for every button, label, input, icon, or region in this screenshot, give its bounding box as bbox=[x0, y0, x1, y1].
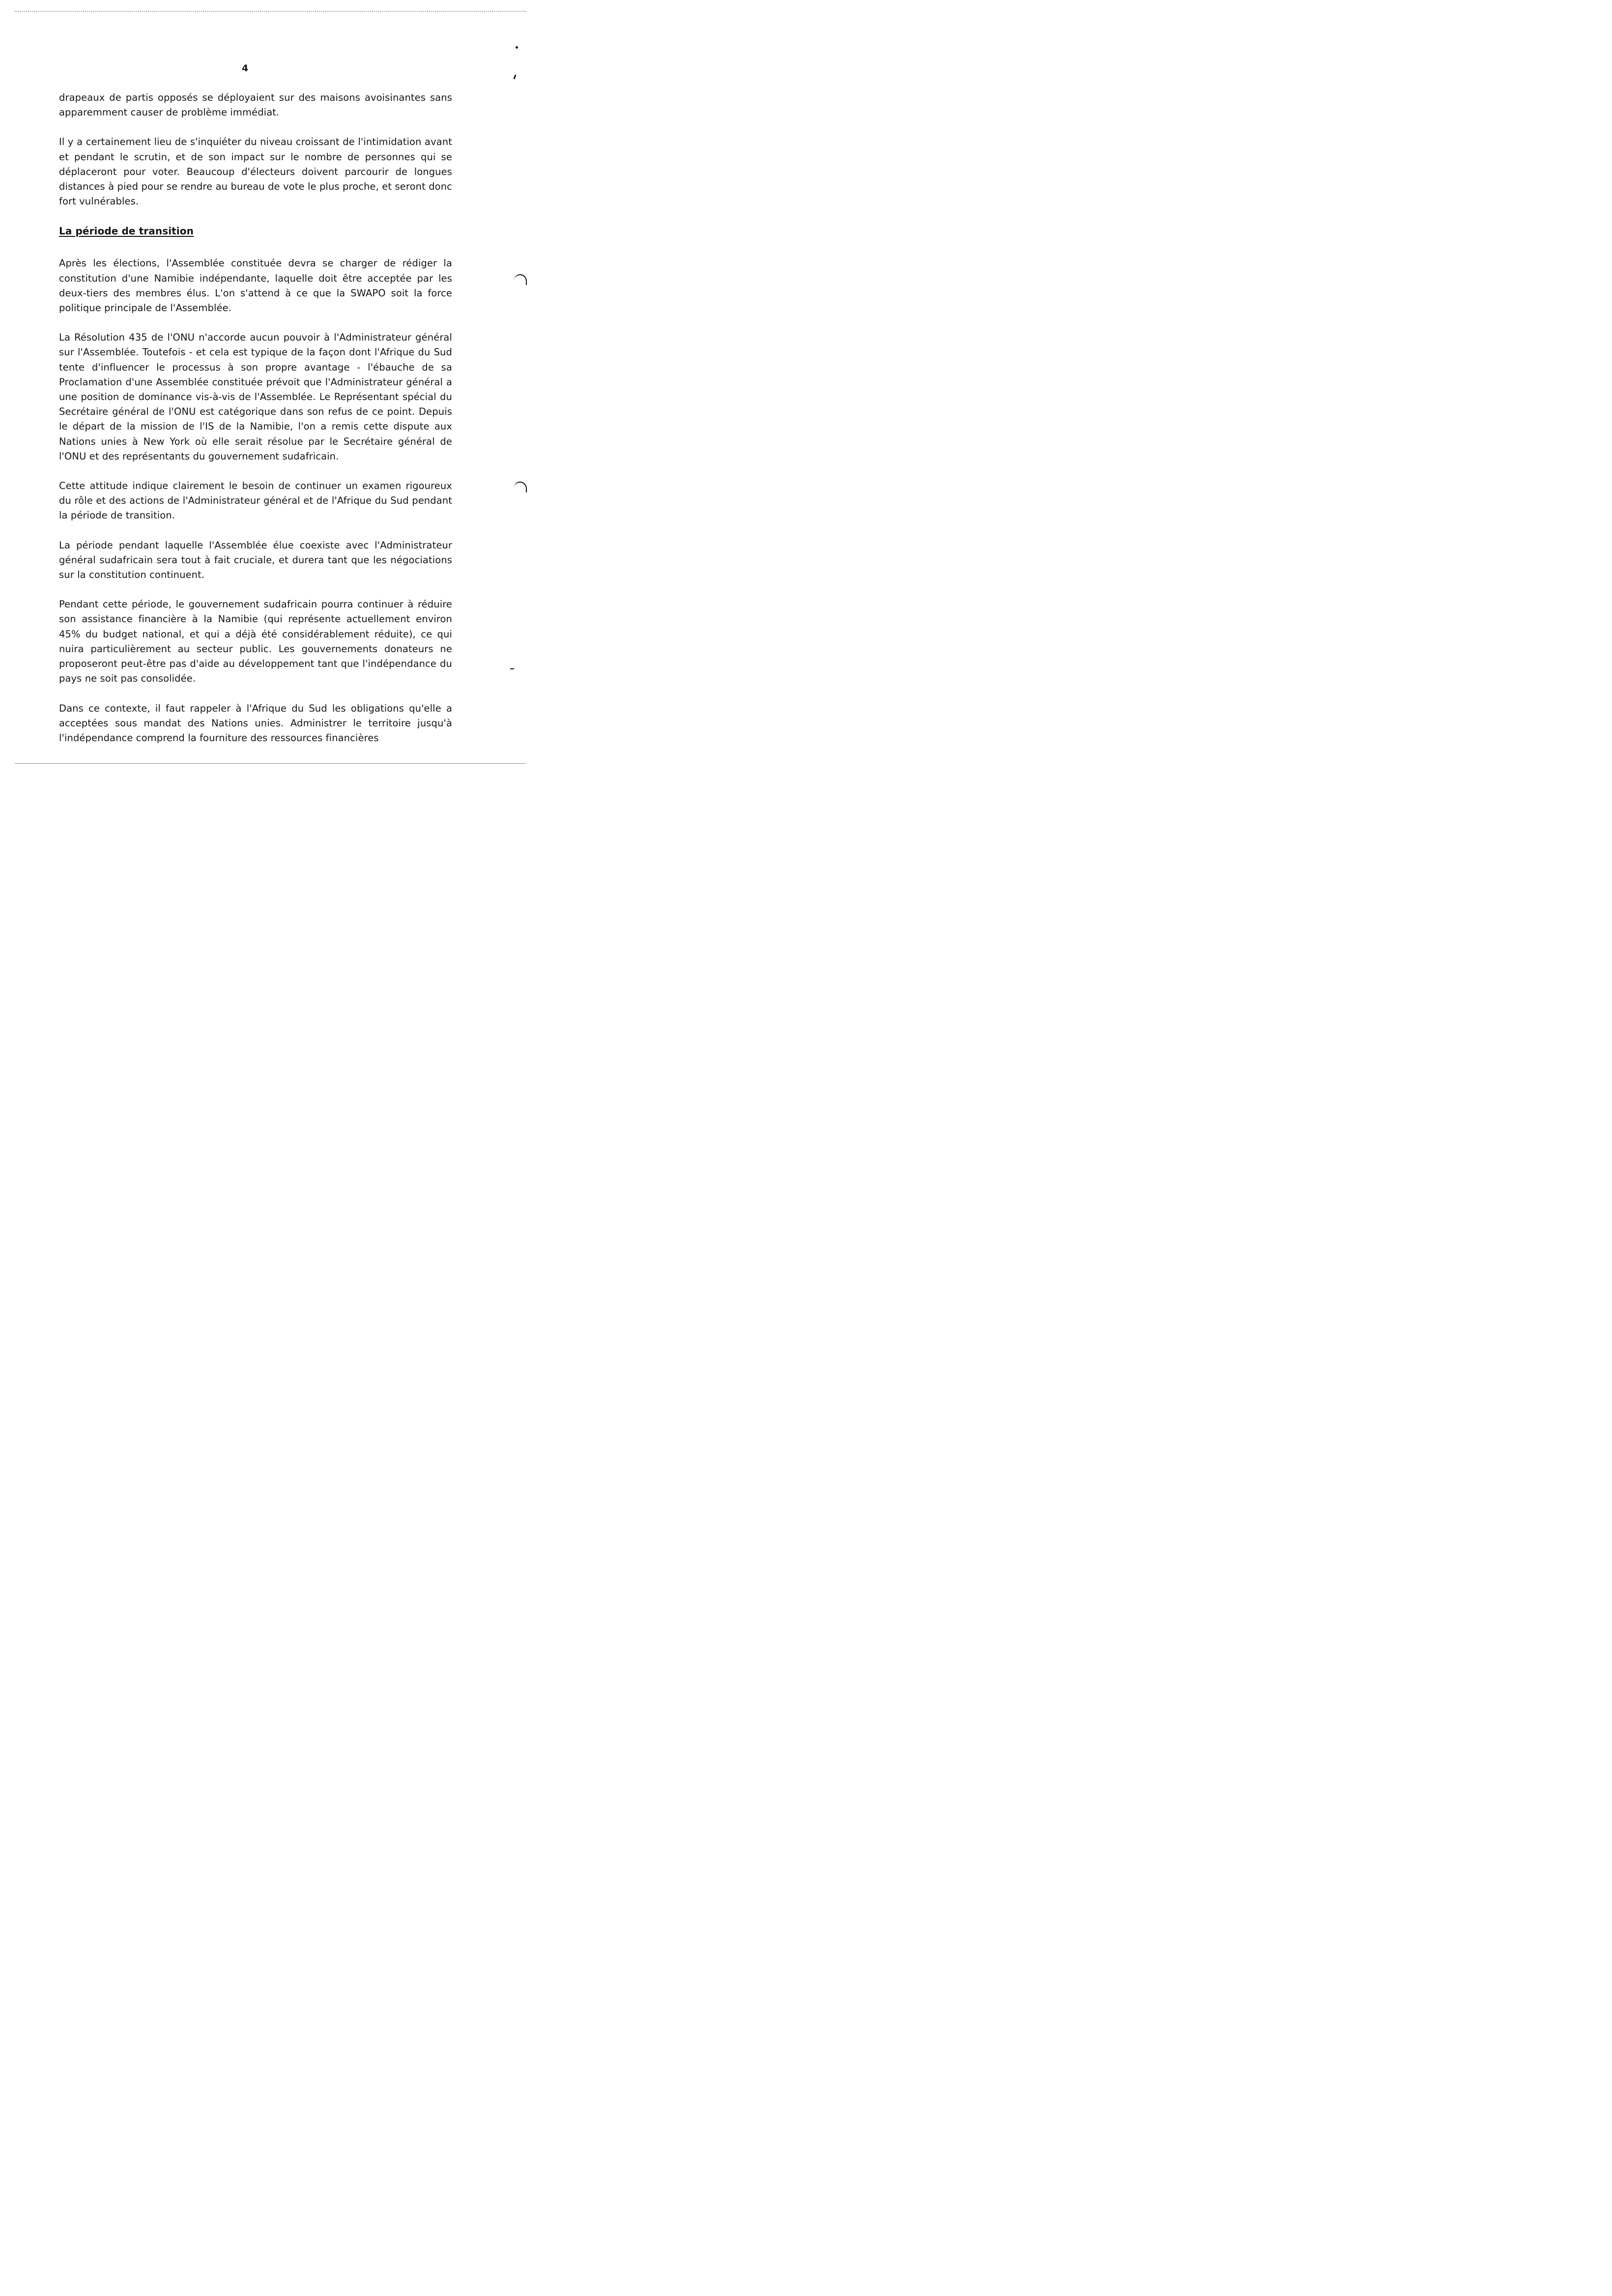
paragraph-attitude: Cette attitude indique clairement le besoin de continuer un examen rigoureux du rôle et des actions de l'Administrateur général et de l'Afrique du Sud pendant la période de transition. bbox=[59, 480, 452, 521]
paragraph-intimidation: Il y a certainement lieu de s'inquiéter du niveau croissant de l'intimidation avant et pendant le scrutin, et de son impact sur le nombre de personnes qui se déplaceront pour voter. Beaucoup d'électeurs doivent parcourir de longues distances à pied pour se rendre au bureau de vote le plus proche, et seront donc fort vulnérables. bbox=[59, 136, 452, 207]
paragraph-coexistence: La période pendant laquelle l'Assemblée élue coexiste avec l'Administrateur général sudafricain sera tout à fait cruciale, et durera tant que les négociations sur la constitution continuent. bbox=[59, 539, 452, 581]
page-number: 4 bbox=[242, 63, 249, 74]
document-body bbox=[59, 90, 452, 746]
margin-mark-dash bbox=[510, 668, 514, 669]
section-heading: La période de transition bbox=[59, 225, 194, 237]
paragraph-obligations: Dans ce contexte, il faut rappeler à l'Afrique du Sud les obligations qu'elle a acceptées sous mandat des Nations unies. Administrer le territoire jusqu'à l'indépendance comprend la fourniture des ressources financières bbox=[59, 702, 452, 744]
margin-mark-arc bbox=[514, 482, 527, 492]
scan-artifact-bottom-edge bbox=[15, 763, 526, 764]
paragraph-assembly: Après les élections, l'Assemblée constituée devra se charger de rédiger la constitution d'une Namibie indépendante, laquelle doit être acceptée par les deux-tiers des membres élus. L'on s'attend à ce que la SWAPO soit la force politique principale de l'Assemblée. bbox=[59, 258, 452, 314]
paragraph-financial-assistance: Pendant cette période, le gouvernement sudafricain pourra continuer à réduire son assistance financière à la Namibie (qui représente actuellement environ 45% du budget national, et qui a déjà été considérablement réduite), ce qui nuira particulièrement au secteur public. Les gouvernements donateurs ne proposeront peut-être pas d'aide au développement tant que l'indépendance du pays ne soit pas consolidée. bbox=[59, 599, 452, 685]
margin-mark-tick bbox=[514, 75, 517, 79]
paragraph-continuation: drapeaux de partis opposés se déployaient sur des maisons avoisinantes sans apparemment causer de problème immédiat. bbox=[59, 92, 452, 118]
scan-artifact-top-edge bbox=[15, 11, 526, 12]
margin-mark-arc bbox=[514, 274, 527, 285]
paragraph-resolution-435: La Résolution 435 de l'ONU n'accorde aucun pouvoir à l'Administrateur général sur l'Assemblée. Toutefois - et cela est typique de la façon dont l'Afrique du Sud tente d'influencer le processus à son propre avantage - l'ébauche de sa Proclamation d'une Assemblée constituée prévoit que l'Administrateur général a une position de dominance vis-à-vis de l'Assemblée. Le Représentant spécial du Secrétaire général de l'ONU est catégorique dans son refus de ce point. Depuis le départ de la mission de l'IS de la Namibie, l'on a remis cette dispute aux Nations unies à New York où elle serait résolue par le Secrétaire général de l'ONU et des représentants du gouvernement sudafricain. bbox=[59, 332, 452, 462]
margin-mark-dot bbox=[516, 46, 518, 49]
